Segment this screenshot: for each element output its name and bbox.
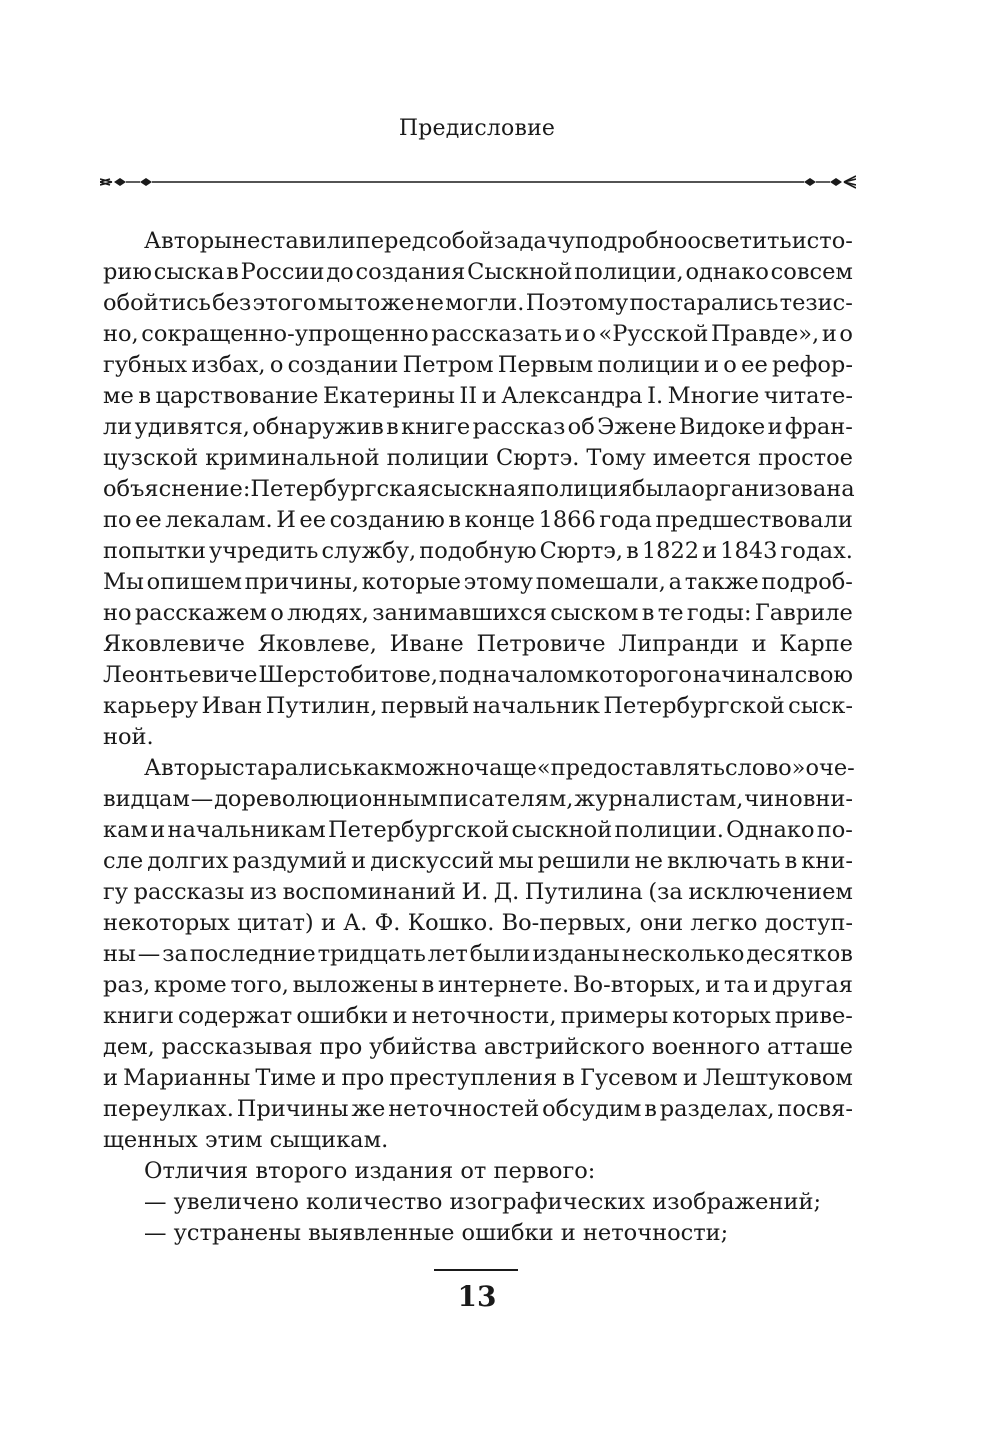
text-line: и Марианны Тиме и про преступления в Гусевом и Лештуковом (103, 1065, 853, 1091)
paragraph (103, 1187, 853, 1218)
text-line: некоторых цитат) и А. Ф. Кошко. Во-первых, они легко доступ- (103, 910, 853, 936)
text-line: попытки учредить службу, подобную Сюртэ, в 1822 и 1843 годах. (103, 538, 853, 564)
text-line: Авторы не ставили перед собой задачу подробно осветить исто- (144, 228, 853, 254)
paragraph (103, 1156, 853, 1187)
text-line: гу рассказы из воспоминаний И. Д. Путилина (за исключением (103, 879, 853, 905)
running-head: Предисловие (398, 116, 556, 141)
text-line: раз, кроме того, выложены в интернете. Во-вторых, и та и другая (103, 972, 853, 998)
text-line: но расскажем о людях, занимавшихся сыском в те годы: Гавриле (103, 600, 853, 626)
text-line: но, сокращенно-упрощенно рассказать и о «Русской Правде», и о (103, 321, 853, 347)
text-line: по ее лекалам. И ее созданию в конце 1866 года предшествовали (103, 507, 853, 533)
text-line: объяснение: Петербургская сыскная полиция была организована (103, 476, 855, 502)
text-line: книги содержат ошибки и неточности, примеры которых приве- (103, 1003, 853, 1029)
text-line: Яковлевиче Яковлеве, Иване Петровиче Липранди и Карпе (103, 631, 853, 657)
text-line: Мы опишем причины, которые этому помешали, а также подроб- (103, 569, 853, 595)
text-line: ной. (103, 724, 154, 750)
text-line: ли удивятся, обнаружив в книге рассказ об Эжене Видоке и фран- (103, 414, 853, 440)
text-line: переулках. Причины же неточностей обсудим в разделах, посвя- (103, 1096, 853, 1122)
text-line: обойтись без этого мы тоже не могли. Поэтому постарались тезис- (103, 290, 853, 316)
page-number: 13 (457, 1280, 497, 1313)
text-line: кам и начальникам Петербургской сыскной полиции. Однако по- (103, 817, 853, 843)
text-line: сле долгих раздумий и дискуссий мы решили не включать в кни- (103, 848, 853, 874)
folio-rule (434, 1269, 518, 1271)
text-line: дем, рассказывая про убийства австрийского военного атташе (103, 1034, 853, 1060)
paragraph (103, 1218, 853, 1249)
text-line: Авторы старались как можно чаще «предоставлять слово» оче- (144, 755, 855, 781)
text-line: щенных этим сыщикам. (103, 1127, 389, 1153)
divider-ornament-icon (100, 168, 856, 196)
text-line: — устранены выявленные ошибки и неточности; (144, 1220, 729, 1246)
text-line: цузской криминальной полиции Сюртэ. Тому имеется простое (103, 445, 853, 471)
text-line: Леонтьевиче Шерстобитове, под началом которого начинал свою (103, 662, 853, 688)
body-text (103, 226, 853, 1249)
paragraph (103, 226, 853, 753)
text-line: рию сыска в России до создания Сыскной полиции, однако совсем (103, 259, 853, 285)
paragraph (103, 753, 853, 1156)
text-line: ме в царствование Екатерины II и Александра I. Многие читате- (103, 383, 853, 409)
text-line: видцам — дореволюционным писателям, журналистам, чиновни- (103, 786, 853, 812)
text-line: карьеру Иван Путилин, первый начальник Петербургской сыск- (103, 693, 853, 719)
text-line: Отличия второго издания от первого: (144, 1158, 596, 1184)
text-line: губных избах, о создании Петром Первым полиции и о ее рефор- (103, 352, 853, 378)
text-line: — увеличено количество изографических изображений; (144, 1189, 822, 1215)
text-line: ны — за последние тридцать лет были изданы несколько десятков (103, 941, 853, 967)
